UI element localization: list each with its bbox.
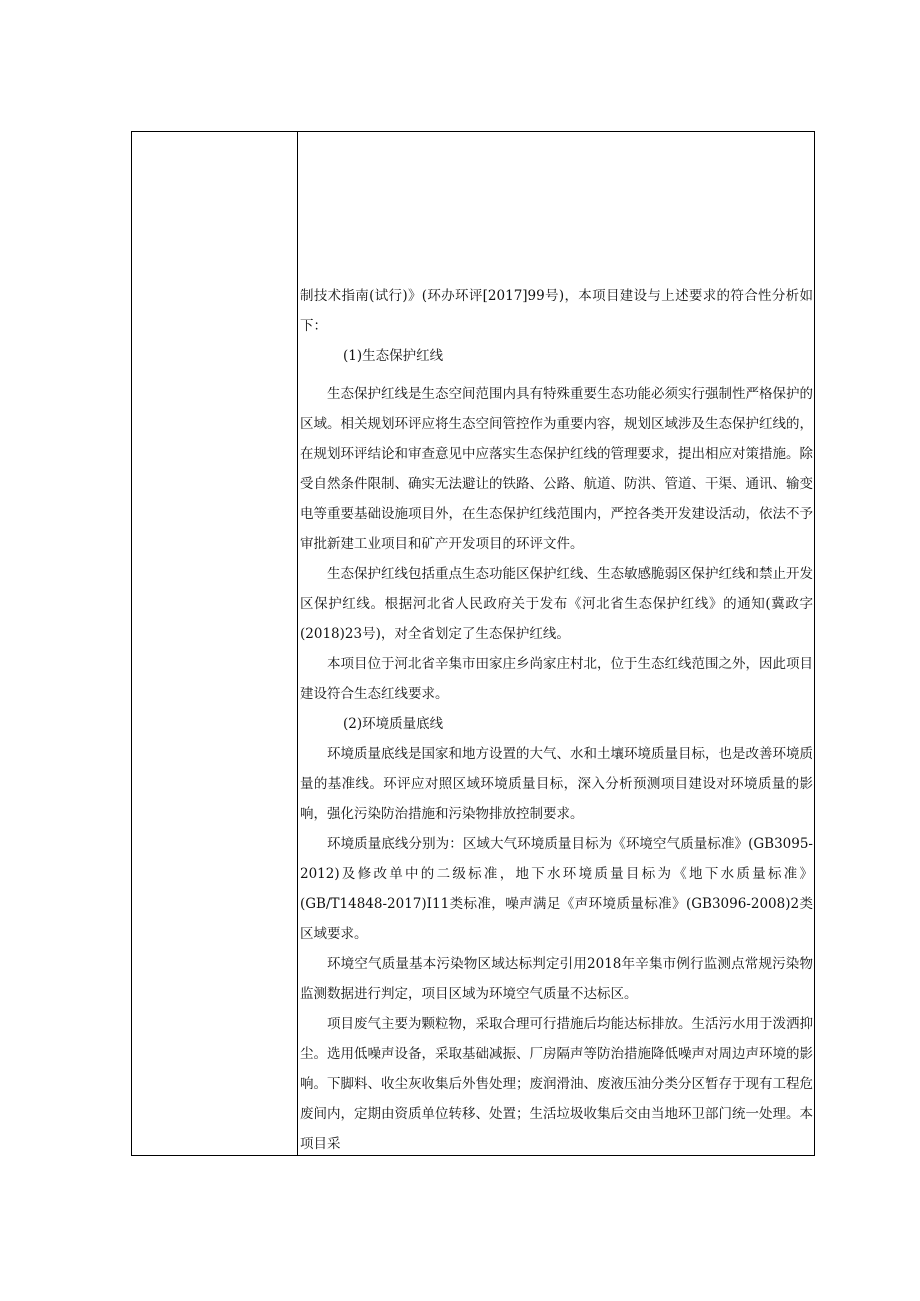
- paragraph-redline-definition: 生态保护红线是生态空间范围内具有特殊重要生态功能必须实行强制性严格保护的区域。相关规划环评应将生态空间管控作为重要内容，规划区域涉及生态保护红线的，在规划环评结论和审查意见中应落实生态保护红线的管理要求，提出相应对策措施。除受自然条件限制、确实无法避让的铁路、公路、航道、防洪、管道、干渠、通讯、输变电等重要基础设施项目外，在生态保护红线范围内，严控各类开发建设活动，依法不予审批新建工业项目和矿产开发项目的环评文件。: [300, 386, 813, 552]
- paragraph-redline-scope: 生态保护红线包括重点生态功能区保护红线、生态敏感脆弱区保护红线和禁止开发区保护红线。根据河北省人民政府关于发布《河北省生态保护红线》的通知(冀政字(2018)23号)，对全省划定了生态保护红线。: [300, 566, 813, 642]
- heading-environment-quality: (2)环境质量底线: [343, 716, 444, 732]
- heading-ecological-redline: (1)生态保护红线: [343, 348, 444, 364]
- label-cell: [132, 132, 297, 1155]
- paragraph-quality-definition: 环境质量底线是国家和地方设置的大气、水和土壤环境质量目标，也是改善环境质量的基准线。环评应对照区域环境质量目标，深入分析预测项目建设对环境质量的影响，强化污染防治措施和污染物排放控制要求。: [300, 746, 813, 822]
- content-table: [131, 131, 815, 1156]
- paragraph-pollution-control: 项目废气主要为颗粒物，采取合理可行措施后均能达标排放。生活污水用于泼洒抑尘。选用低噪声设备，采取基础减振、厂房隔声等防治措施降低噪声对周边声环境的影响。下脚料、收尘灰收集后外售处理；废润滑油、废液压油分类分区暂存于现有工程危废间内，定期由资质单位转移、处置；生活垃圾收集后交由当地环卫部门统一处理。本项目采: [300, 1016, 813, 1152]
- paragraph-air-monitoring: 环境空气质量基本污染物区域达标判定引用2018年辛集市例行监测点常规污染物监测数据进行判定，项目区域为环境空气质量不达标区。: [300, 956, 813, 1002]
- body-text: [300, 281, 813, 1159]
- paragraph-project-location: 本项目位于河北省辛集市田家庄乡尚家庄村北，位于生态红线范围之外，因此项目建设符合生态红线要求。: [300, 656, 813, 702]
- paragraph-quality-standards: 环境质量底线分别为：区域大气环境质量目标为《环境空气质量标准》(GB3095-2012)及修改单中的二级标准，地下水环境质量目标为《地下水质量标准》(GB/T14848-2017)I11类标准，噪声满足《声环境质量标准》(GB3096-2008)2类区域要求。: [300, 836, 813, 942]
- content-cell: [298, 132, 814, 1155]
- paragraph-intro: 制技术指南(试行)》(环办环评[2017]99号)，本项目建设与上述要求的符合性分析如下：: [300, 288, 813, 334]
